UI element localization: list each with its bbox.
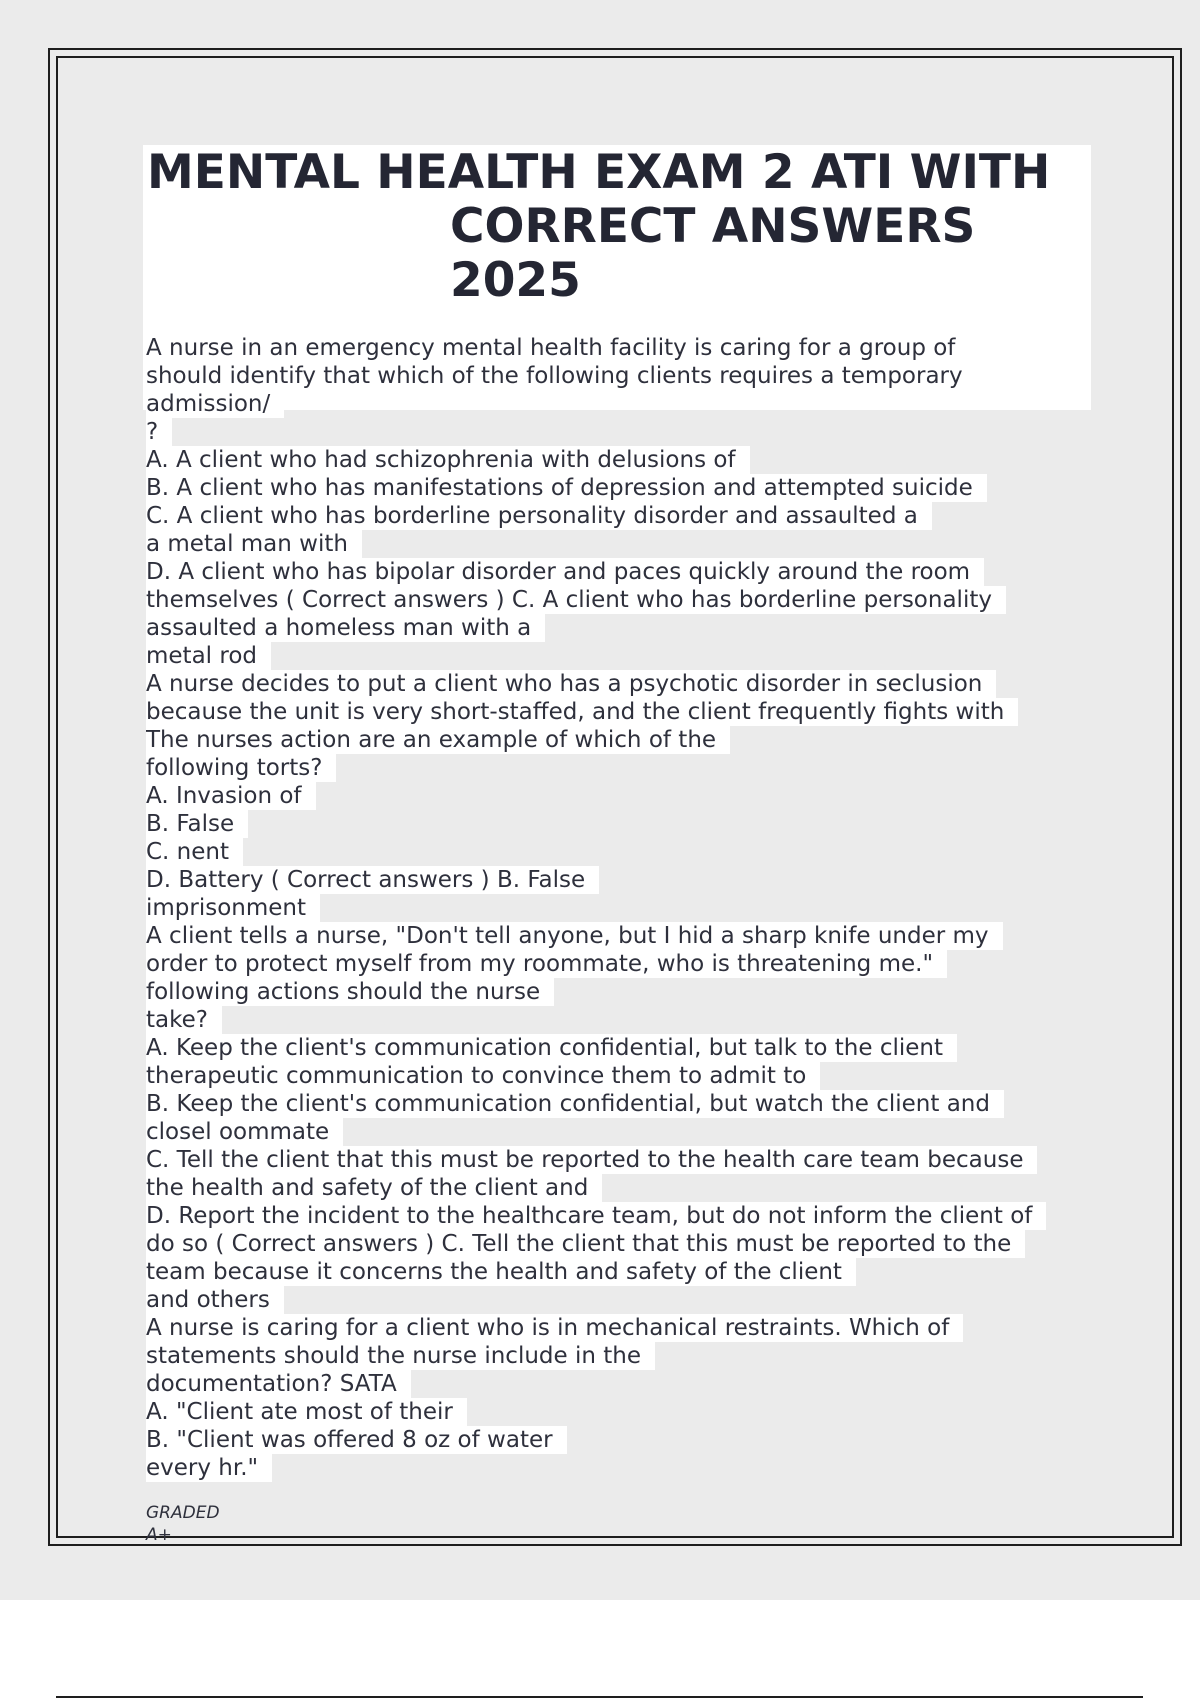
text-line xyxy=(146,670,1106,698)
text-line xyxy=(146,894,1106,922)
text-line-content: assaulted a homeless man with a xyxy=(146,614,545,642)
text-line xyxy=(146,1118,1106,1146)
text-line-content: imprisonment xyxy=(146,894,320,922)
text-line xyxy=(146,1090,1106,1118)
text-line xyxy=(146,1342,1106,1370)
text-line xyxy=(146,334,1106,362)
text-line xyxy=(146,1286,1106,1314)
title-line: 2025 xyxy=(450,253,581,308)
text-line-content: A. Invasion of xyxy=(146,782,316,810)
document-body xyxy=(146,334,1106,1482)
title-line: MENTAL HEALTH EXAM 2 ATI WITH xyxy=(147,145,1051,200)
text-line-content: order to protect myself from my roommate, who is threatening me." xyxy=(146,950,947,978)
text-line-content: A nurse decides to put a client who has a psychotic disorder in seclusion xyxy=(146,670,996,698)
text-line xyxy=(146,362,1106,390)
grade-value: A+ xyxy=(146,1525,172,1545)
text-line xyxy=(146,950,1106,978)
text-line-content: a metal man with xyxy=(146,530,362,558)
text-line xyxy=(146,726,1106,754)
text-line xyxy=(146,446,1106,474)
text-line-content: A nurse is caring for a client who is in mechanical restraints. Which of xyxy=(146,1314,963,1342)
text-line-content: D. Report the incident to the healthcare team, but do not inform the client of xyxy=(146,1202,1046,1230)
text-line xyxy=(146,1146,1106,1174)
page-divider xyxy=(56,1696,1143,1698)
text-line-content: admission/ xyxy=(146,390,284,418)
text-line-content: C. Tell the client that this must be reported to the health care team because xyxy=(146,1146,1037,1174)
text-line xyxy=(146,390,1106,418)
text-line xyxy=(146,502,1106,530)
text-line-content: C. nent xyxy=(146,838,243,866)
text-line xyxy=(146,1006,1106,1034)
text-line-content: therapeutic communication to convince them to admit to xyxy=(146,1062,820,1090)
text-line xyxy=(146,1062,1106,1090)
text-line-content: themselves ( Correct answers ) C. A client who has borderline personality xyxy=(146,586,1006,614)
text-line-content: C. A client who has borderline personality disorder and assaulted a xyxy=(146,502,932,530)
text-line xyxy=(146,838,1106,866)
text-line-content: A. "Client ate most of their xyxy=(146,1398,467,1426)
text-line xyxy=(146,1034,1106,1062)
text-line-content: because the unit is very short-staffed, and the client frequently fights with xyxy=(146,698,1018,726)
text-line xyxy=(146,1454,1106,1482)
text-line-content: D. A client who has bipolar disorder and paces quickly around the room xyxy=(146,558,984,586)
text-line xyxy=(146,754,1106,782)
text-line xyxy=(146,1174,1106,1202)
text-line-content: ? xyxy=(146,418,172,446)
text-line xyxy=(146,1398,1106,1426)
text-line-content: take? xyxy=(146,1006,222,1034)
text-line xyxy=(146,698,1106,726)
text-line xyxy=(146,866,1106,894)
text-line-content: following actions should the nurse xyxy=(146,978,554,1006)
text-line-content: do so ( Correct answers ) C. Tell the client that this must be reported to the xyxy=(146,1230,1025,1258)
text-line xyxy=(146,1370,1106,1398)
text-line-content: A nurse in an emergency mental health facility is caring for a group of xyxy=(146,334,969,362)
text-line xyxy=(146,922,1106,950)
graded-label: GRADED xyxy=(146,1503,220,1523)
text-line xyxy=(146,978,1106,1006)
text-line-content: closel oommate xyxy=(146,1118,343,1146)
text-line xyxy=(146,614,1106,642)
text-line-content: B. A client who has manifestations of depression and attempted suicide xyxy=(146,474,987,502)
text-line-content: and others xyxy=(146,1286,284,1314)
text-line-content: documentation? SATA xyxy=(146,1370,411,1398)
text-line xyxy=(146,782,1106,810)
text-line-content: statements should the nurse include in the xyxy=(146,1342,655,1370)
title-line: CORRECT ANSWERS xyxy=(450,199,976,254)
text-line-content: B. False xyxy=(146,810,248,838)
text-line xyxy=(146,1426,1106,1454)
text-line xyxy=(146,810,1106,838)
text-line-content: A. A client who had schizophrenia with delusions of xyxy=(146,446,750,474)
text-line xyxy=(146,1314,1106,1342)
text-line-content: every hr." xyxy=(146,1454,272,1482)
text-line-content: A. Keep the client's communication confidential, but talk to the client xyxy=(146,1034,957,1062)
text-line-content: D. Battery ( Correct answers ) B. False xyxy=(146,866,599,894)
text-line-content: B. "Client was offered 8 oz of water xyxy=(146,1426,567,1454)
text-line xyxy=(146,1230,1106,1258)
text-line xyxy=(146,642,1106,670)
text-line-content: the health and safety of the client and xyxy=(146,1174,602,1202)
graded-stamp xyxy=(146,1502,220,1546)
text-line-content: should identify that which of the following clients requires a temporary xyxy=(146,362,977,390)
text-line xyxy=(146,558,1106,586)
text-line-content: B. Keep the client's communication confidential, but watch the client and xyxy=(146,1090,1004,1118)
text-line xyxy=(146,418,1106,446)
text-line-content: following torts? xyxy=(146,754,336,782)
text-line xyxy=(146,1258,1106,1286)
text-line-content: A client tells a nurse, "Don't tell anyone, but I hid a sharp knife under my xyxy=(146,922,1003,950)
text-line xyxy=(146,474,1106,502)
text-line xyxy=(146,586,1106,614)
text-line-content: metal rod xyxy=(146,642,271,670)
text-line-content: team because it concerns the health and safety of the client xyxy=(146,1258,856,1286)
text-line xyxy=(146,530,1106,558)
text-line-content: The nurses action are an example of which of the xyxy=(146,726,730,754)
text-line xyxy=(146,1202,1106,1230)
